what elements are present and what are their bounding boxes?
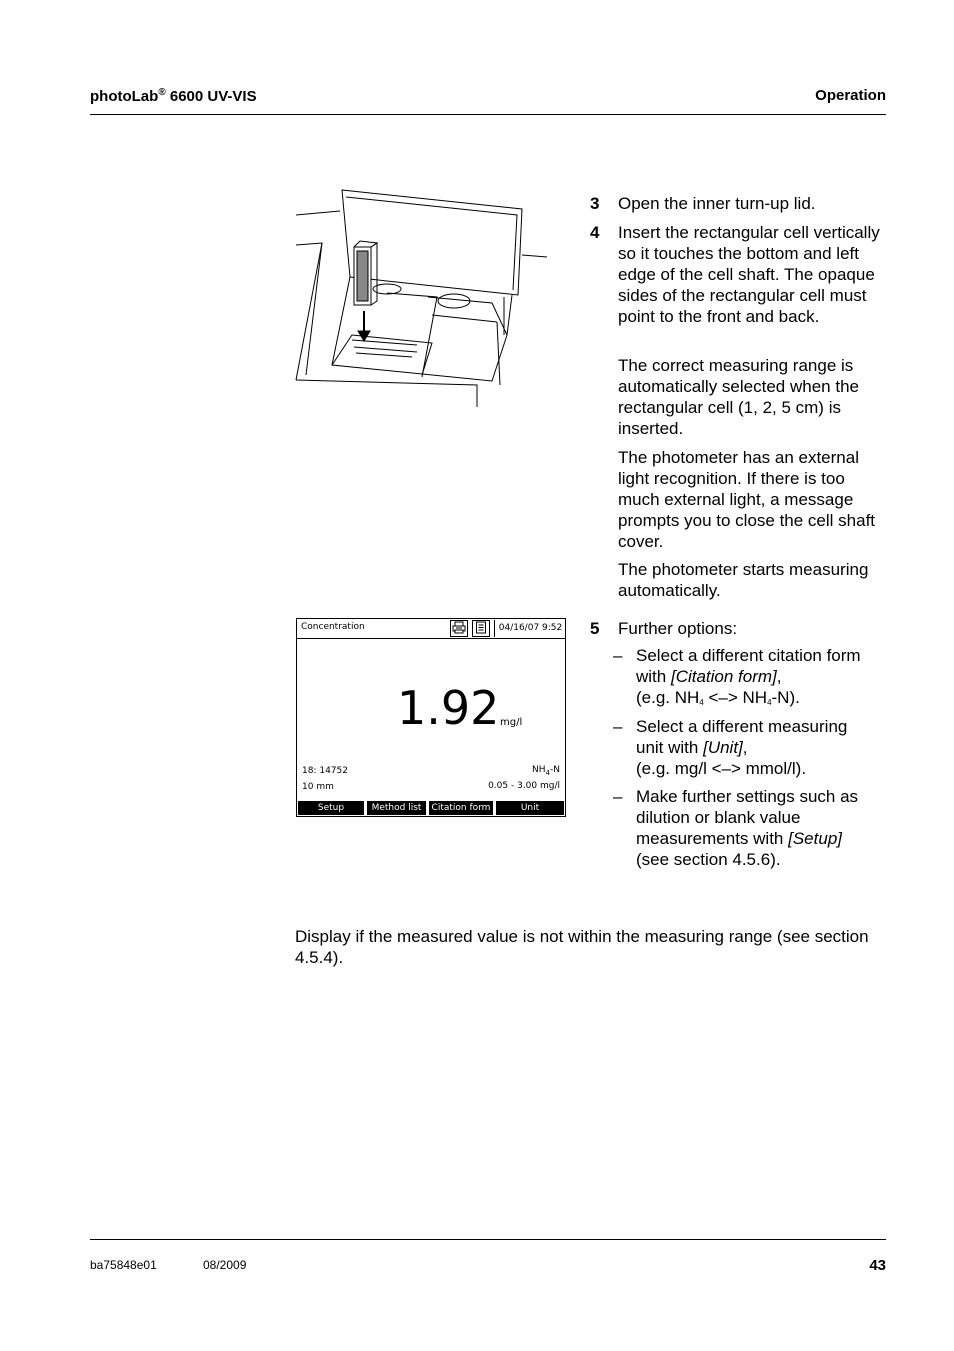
header-rule	[90, 114, 886, 115]
step-text: Open the inner turn-up lid.	[618, 194, 816, 213]
softkey-method-list[interactable]: Method list	[367, 801, 426, 815]
softkey-bar	[297, 801, 565, 816]
measured-unit: mg/l	[500, 717, 523, 728]
step-text: Insert the rectangular cell vertically so it touches the bottom and left edge of the cell shaft. The opaque sides of the rectangular cell must point to the front and back.	[618, 223, 880, 326]
unit-key: [Unit]	[703, 738, 743, 757]
screen-date-time: 04/16/07 9:52	[494, 620, 566, 637]
product-name: photoLab	[90, 88, 159, 105]
device-screen	[296, 618, 566, 817]
display-note: Display if the measured value is not within the measuring range (see section 4.5.4).	[295, 927, 869, 967]
softkey-citation-form[interactable]: Citation form	[429, 801, 493, 815]
step-text: Further options:	[618, 619, 738, 638]
cell-insertion-illustration	[292, 185, 552, 415]
citation-form-key: [Citation form]	[670, 667, 777, 686]
dash-bullet: –	[613, 787, 623, 806]
dash-bullet: –	[613, 646, 623, 665]
softkey-setup[interactable]: Setup	[298, 801, 364, 815]
header-section: Operation	[815, 87, 886, 104]
product-model: 6600 UV-VIS	[165, 88, 257, 105]
screen-title: Concentration	[301, 622, 365, 632]
step-number: 3	[590, 194, 600, 213]
registered-mark: ®	[158, 87, 166, 98]
paragraph-light: The photometer has an external light recognition. If there is too much external light, a message prompts you to close the cell shaft cover.	[618, 448, 876, 551]
measuring-range: 0.05 - 3.00 mg/l	[488, 781, 560, 791]
step-number: 4	[590, 223, 600, 242]
memory-icon[interactable]	[472, 620, 490, 637]
footer-doc-id: ba75848e01	[90, 1258, 157, 1272]
path-length: 10 mm	[302, 782, 334, 792]
softkey-unit[interactable]: Unit	[496, 801, 564, 815]
measured-value: 1.92	[397, 681, 500, 735]
screen-title-divider	[297, 638, 565, 639]
paragraph-start: The photometer starts measuring automatically.	[618, 560, 869, 600]
printer-icon[interactable]	[450, 620, 468, 637]
setup-key: [Setup]	[788, 829, 842, 848]
method-id: 18: 14752	[302, 766, 348, 776]
footer-rule	[90, 1239, 886, 1240]
header-product	[90, 87, 257, 105]
paragraph-range: The correct measuring range is automatically selected when the rectangular cell (1, 2, 5 cm) is inserted.	[618, 356, 859, 438]
dash-bullet: –	[613, 717, 623, 736]
step-number: 5	[590, 619, 600, 638]
citation-form-value: $NH_4-N$	[532, 765, 560, 777]
footer-date: 08/2009	[203, 1258, 247, 1272]
page-number: 43	[869, 1257, 886, 1274]
